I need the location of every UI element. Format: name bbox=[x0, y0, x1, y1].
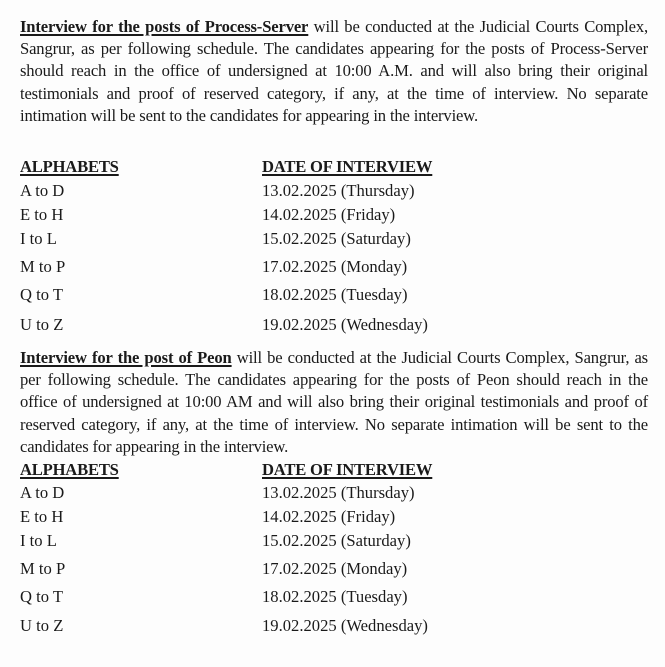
alphabet-range: U to Z bbox=[20, 616, 64, 635]
alphabets-column-header: ALPHABETS bbox=[20, 157, 119, 176]
interview-date: 19.02.2025 (Wednesday) bbox=[262, 315, 428, 334]
table-row bbox=[20, 507, 620, 529]
date-column-header: DATE OF INTERVIEW bbox=[262, 460, 433, 479]
alphabet-range: M to P bbox=[20, 559, 66, 578]
interview-date: 15.02.2025 (Saturday) bbox=[262, 531, 411, 550]
alphabet-range: E to H bbox=[20, 507, 64, 526]
alphabet-range: E to H bbox=[20, 205, 64, 224]
interview-date: 13.02.2025 (Thursday) bbox=[262, 483, 415, 502]
table-row bbox=[20, 559, 620, 581]
table-header-row bbox=[20, 157, 620, 179]
interview-date: 13.02.2025 (Thursday) bbox=[262, 181, 415, 200]
table-row bbox=[20, 531, 620, 553]
table-row bbox=[20, 483, 620, 505]
process-server-heading: Interview for the posts of Process-Server bbox=[20, 17, 309, 36]
peon-heading: Interview for the post of Peon bbox=[20, 348, 232, 367]
table-row bbox=[20, 587, 620, 609]
alphabet-range: I to L bbox=[20, 531, 57, 550]
table-row bbox=[20, 616, 620, 638]
interview-date: 17.02.2025 (Monday) bbox=[262, 559, 408, 578]
process-server-body: will be conducted at the Judicial Courts Complex, Sangrur, as per following schedule. The candidates appearing for the posts of Process-Server should reach in the office of undersigned at 10:00 A.M. and will also bring their original testimonials and proof of reserved category, if any, at the time of interview. No separate intimation will be sent to the candidates for appearing in the interview. bbox=[20, 17, 648, 125]
table-header-row bbox=[20, 460, 620, 482]
table-row bbox=[20, 229, 620, 251]
interview-date: 17.02.2025 (Monday) bbox=[262, 257, 408, 276]
table-row bbox=[20, 257, 620, 279]
table-row bbox=[20, 315, 620, 337]
alphabet-range: I to L bbox=[20, 229, 57, 248]
interview-date: 14.02.2025 (Friday) bbox=[262, 507, 396, 526]
interview-date: 14.02.2025 (Friday) bbox=[262, 205, 396, 224]
alphabet-range: M to P bbox=[20, 257, 66, 276]
interview-date: 19.02.2025 (Wednesday) bbox=[262, 616, 428, 635]
alphabet-range: U to Z bbox=[20, 315, 64, 334]
table-row bbox=[20, 205, 620, 227]
alphabet-range: Q to T bbox=[20, 587, 64, 606]
date-column-header: DATE OF INTERVIEW bbox=[262, 157, 433, 176]
alphabet-range: A to D bbox=[20, 181, 65, 200]
table-row bbox=[20, 285, 620, 307]
peon-body: will be conducted at the Judicial Courts Complex, Sangrur, as per following schedule. The candidates appearing for the posts of Peon should reach in the office of undersigned at 10:00 AM and will also bring their original testimonials and proof of reserved category, if any, at the time of interview. No separate intimation will be sent to the candidates for appearing in the interview. bbox=[20, 348, 648, 456]
interview-date: 15.02.2025 (Saturday) bbox=[262, 229, 411, 248]
table-row bbox=[20, 181, 620, 203]
alphabet-range: Q to T bbox=[20, 285, 64, 304]
interview-date: 18.02.2025 (Tuesday) bbox=[262, 587, 408, 606]
alphabet-range: A to D bbox=[20, 483, 65, 502]
peon-paragraph bbox=[20, 347, 648, 458]
alphabets-column-header: ALPHABETS bbox=[20, 460, 119, 479]
process-server-paragraph bbox=[20, 16, 648, 127]
interview-date: 18.02.2025 (Tuesday) bbox=[262, 285, 408, 304]
